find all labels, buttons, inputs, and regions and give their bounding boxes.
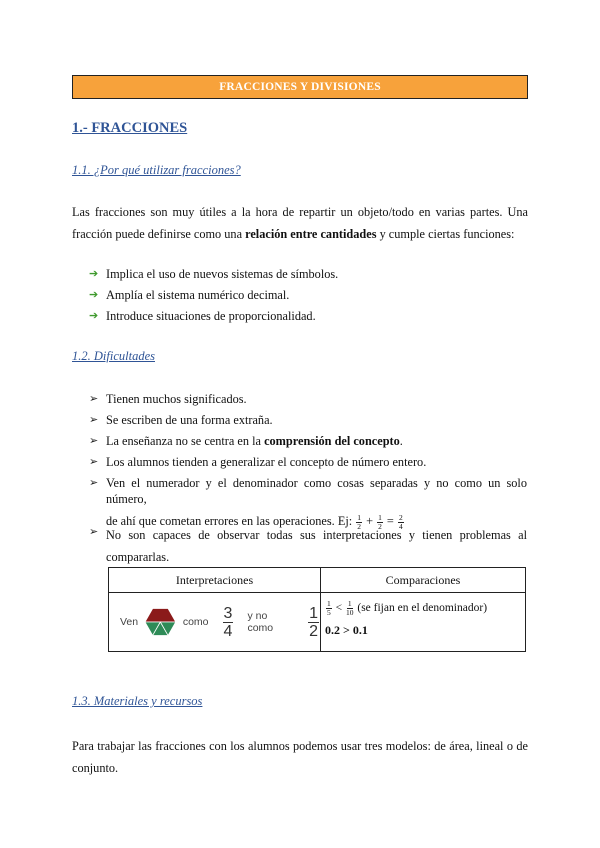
list-item: ➢ La enseñanza no se centra en la comprensión del concepto.: [89, 434, 403, 448]
list-item: ➢ Tienen muchos significados.: [89, 392, 247, 406]
table-row: [109, 593, 526, 652]
subsection-heading-1: 1.1. ¿Por qué utilizar fracciones?: [72, 163, 241, 177]
arrowhead-icon: ➢: [89, 435, 99, 447]
materials-paragraph: [72, 735, 528, 779]
fraction: $\frac{1}{2}$: [378, 512, 382, 531]
arrowhead-icon: ➢: [89, 526, 99, 538]
paragraph-line: fracción puede definirse como una relación entre cantidades y cumple ciertas funciones:: [72, 227, 515, 241]
hexagon-fraction-icon: [144, 607, 177, 637]
fraction: $\frac{1}{2}$: [357, 512, 361, 531]
comparison-line: $\frac{1}{5}$ < $\frac{1}{10}$ (se fijan en el denominador): [327, 599, 488, 617]
example-expression: de ahí que cometan errores en las operaciones. Ej: $\frac{1}{2}$ + $\frac{1}{2}$ = $\frac{2}{4}$: [106, 512, 403, 531]
arrowhead-icon: ➢: [89, 477, 99, 489]
subsection-heading-2: 1.2. Dificultades: [72, 349, 155, 363]
list-item: ➔ Introduce situaciones de proporcionalidad.: [89, 309, 316, 323]
comparison-cell: [321, 593, 526, 652]
arrow-icon: ➔: [89, 289, 99, 301]
table-header: Interpretaciones: [109, 568, 321, 593]
list-item: ➔ Amplía el sistema numérico decimal.: [89, 288, 290, 302]
title-banner: [72, 75, 528, 99]
fraction: $\frac{1}{10}$: [346, 599, 354, 617]
list-item: ➢ Se escriben de una forma extraña.: [89, 413, 273, 427]
list-item: ➔ Implica el uso de nuevos sistemas de símbolos.: [89, 267, 339, 281]
bold-term: relación entre cantidades: [245, 227, 377, 241]
arrowhead-icon: ➢: [89, 414, 99, 426]
table-header-row: [109, 568, 526, 593]
comparison-decimal: 0.2 > 0.1: [325, 623, 368, 637]
list-item: ➢ Ven el numerador y el denominador como cosas separadas y no como un solo número, de ahí que cometan errores en las operaciones. Ej: $\frac{1}{2}$ + $\frac{1}{2}$ = $\frac{2}{4}$: [89, 476, 527, 531]
arrow-icon: ➔: [89, 268, 99, 280]
paragraph-line: Para trabajar las fracciones con los alumnos podemos usar tres modelos: de área, lineal o de: [72, 739, 528, 753]
arrow-icon: ➔: [89, 310, 99, 322]
fraction: $\frac{2}{4}$: [398, 512, 403, 531]
arrowhead-icon: ➢: [89, 393, 99, 405]
list-item: ➢ Los alumnos tienden a generalizar el concepto de número entero.: [89, 455, 427, 469]
fraction: $\frac{1}{5}$: [327, 599, 331, 617]
arrowhead-icon: ➢: [89, 456, 99, 468]
document-title: FRACCIONES Y DIVISIONES: [219, 81, 381, 93]
subsection-heading-3: 1.3. Materiales y recursos: [72, 694, 203, 708]
fraction: $\frac{1}{2}$: [309, 604, 318, 640]
table-header: Comparaciones: [321, 568, 526, 593]
interpretation-cell: Ven como $\frac{3}{4}$ y no como $\frac{1}{2}$: [109, 593, 321, 652]
bold-term: comprensión del concepto: [264, 434, 400, 448]
fraction: $\frac{3}{4}$: [223, 604, 233, 640]
paragraph-line: conjunto.: [72, 761, 119, 775]
section-heading: 1.- FRACCIONES: [72, 120, 188, 136]
intro-paragraph: [72, 201, 528, 245]
list-item: ➢ No son capaces de observar todas sus interpretaciones y tienen problemas al compararlas.: [89, 524, 527, 568]
paragraph-line: Las fracciones son muy útiles a la hora de repartir un objeto/todo en varias partes. Una: [72, 205, 528, 219]
comparison-table: [108, 567, 526, 652]
